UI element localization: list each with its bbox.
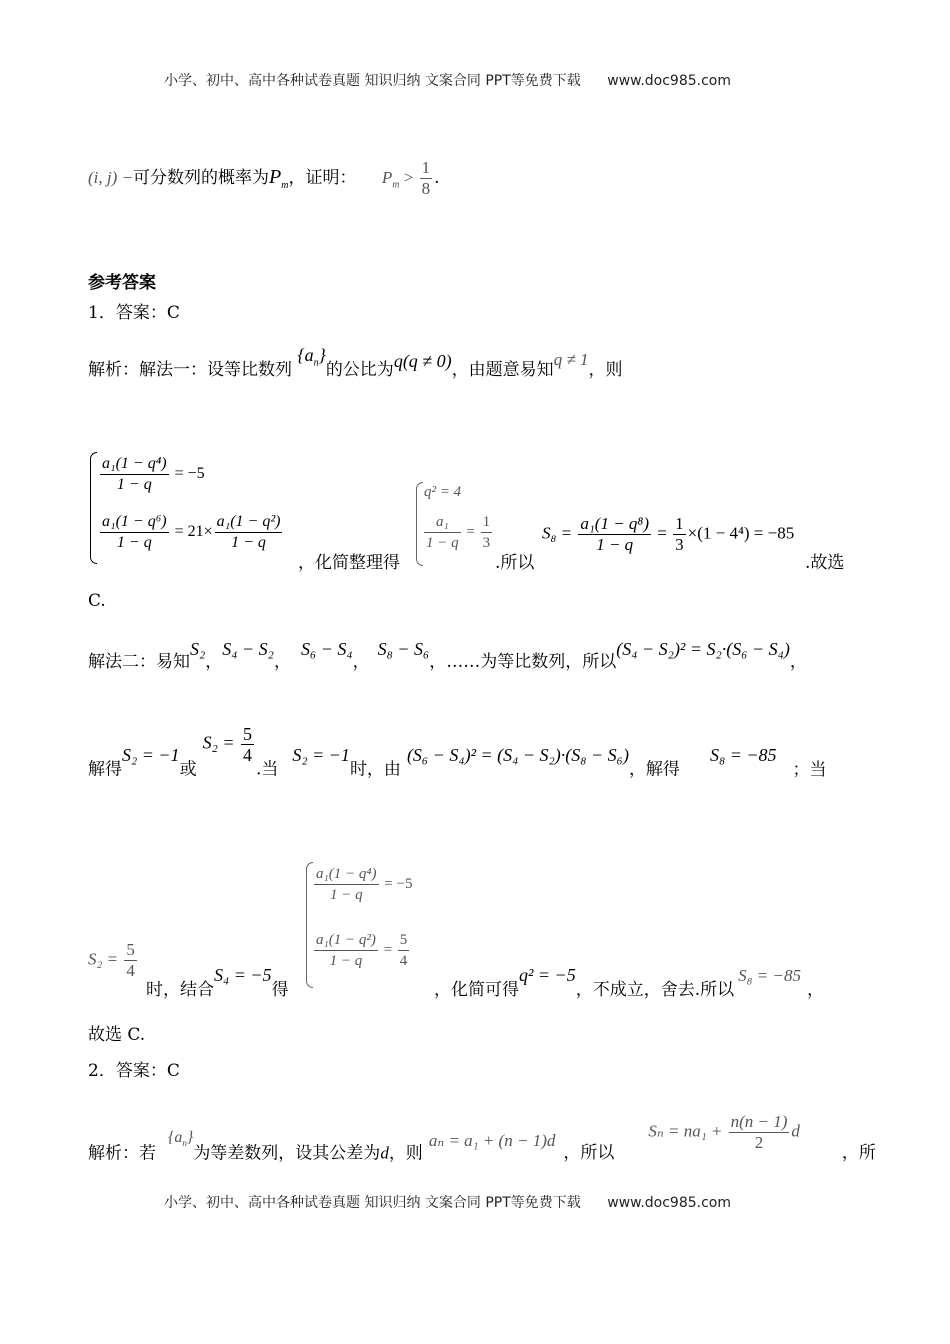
q1-solve-line: 解得S₂ = −1或S₂ = $\frac{5}{4}$ .当S₂ = −1时，由(S₆ − S₄)² = (S₄ − S₂)·(S₈ − S₆)，解得S₈ = −85；当 xyxy=(88,724,827,780)
intro-line xyxy=(88,158,439,199)
choose-c: C. xyxy=(88,591,106,611)
q2-analysis: 解析：若$\{a_n\}$为等差数列，设其公差为d，则aₙ = a₁ + (n − 1)d，所以Sₙ = na₁ + $\frac{n(n - 1)}{2}$ d，所 xyxy=(88,1112,876,1164)
page-header xyxy=(164,70,731,90)
system1-brace xyxy=(90,452,97,564)
footer-url[interactable]: www.doc985.com xyxy=(607,1195,731,1211)
q1-method2-intro: 解法二：易知S₂，S₄ − S₂，S₆ − S₄，S₈ − S₆，……为等比数列，所以(S₄ − S₂)² = S₂·(S₆ − S₄)， xyxy=(88,639,807,672)
system3-row1: $\frac{\text{a₁(1 − q⁴)}}{1 - q}$ = −5 xyxy=(316,866,413,903)
header-url[interactable]: www.doc985.com xyxy=(607,73,731,89)
system2-row1: q² = 4 xyxy=(424,484,462,500)
system1-row1: $\frac{\text{a₁(1 − q⁴)}}{1 - q}$ = −5 xyxy=(102,455,205,493)
intro-end: . xyxy=(434,168,440,188)
choose-text: .故选 xyxy=(805,553,845,573)
ratio-q: q(q ≠ 0) xyxy=(393,351,452,371)
seq-an: $\{a_n\}$ xyxy=(297,345,326,369)
header-text: 小学、初中、高中各种试卷真题 知识归纳 文案合同 PPT等免费下载 xyxy=(164,73,581,89)
intro-text-1: 可分数列的概率为 xyxy=(133,168,269,188)
pm-symbol: $P_m$ xyxy=(269,166,289,191)
intro-text-2: ，证明： xyxy=(288,168,357,188)
ij-expr: (i, j) − xyxy=(88,168,133,187)
so-text: .所以 xyxy=(495,553,535,573)
intro-inequality: $P_m$ > $\frac{1}{8}$ xyxy=(381,158,431,198)
case-tail: ，化简可得q² = −5，不成立，舍去.所以S₈ = −85， xyxy=(434,965,824,1000)
simplify-text: ，化简整理得 xyxy=(298,553,400,573)
page-footer xyxy=(164,1192,731,1212)
q1-answer: 1．答案：C xyxy=(88,303,180,323)
system2-row2: $\frac{\text{a₁}}{1 - q}$ = $\frac{1}{3}$ xyxy=(426,514,491,551)
q1-method1-intro: 解析：解法一：设等比数列 $\{a_n\}$的公比为q(q ≠ 0)，由题意易知q ≠ 1，则 xyxy=(88,345,623,380)
section-title: 参考答案 xyxy=(88,273,156,293)
q-not-1: q ≠ 1 xyxy=(553,350,589,369)
case-s2: S₂ = $\frac{5}{4}$ xyxy=(88,940,135,980)
system1-row2: $\frac{\text{a₁(1 − q⁶)}}{1 - q}$ = 21× $\frac{\text{a₁(1 − q²)}}{1 - q}$ xyxy=(102,513,281,551)
s8-equation: S₈ = $\frac{\text{a₁(1 − q⁸)}}{1 - q}$ = $\frac{1}{3}$ ×(1 − 4⁴) = −85 xyxy=(542,514,795,554)
system3-row2: $\frac{\text{a₁(1 − q²)}}{1 - q}$ = $\frac{5}{4}$ xyxy=(316,932,408,969)
q1-final: 故选 C. xyxy=(88,1025,146,1045)
footer-text: 小学、初中、高中各种试卷真题 知识归纳 文案合同 PPT等免费下载 xyxy=(164,1195,581,1211)
q2-answer: 2．答案：C xyxy=(88,1061,180,1081)
case-text: 时，结合S₄ = −5得 xyxy=(146,965,289,1000)
